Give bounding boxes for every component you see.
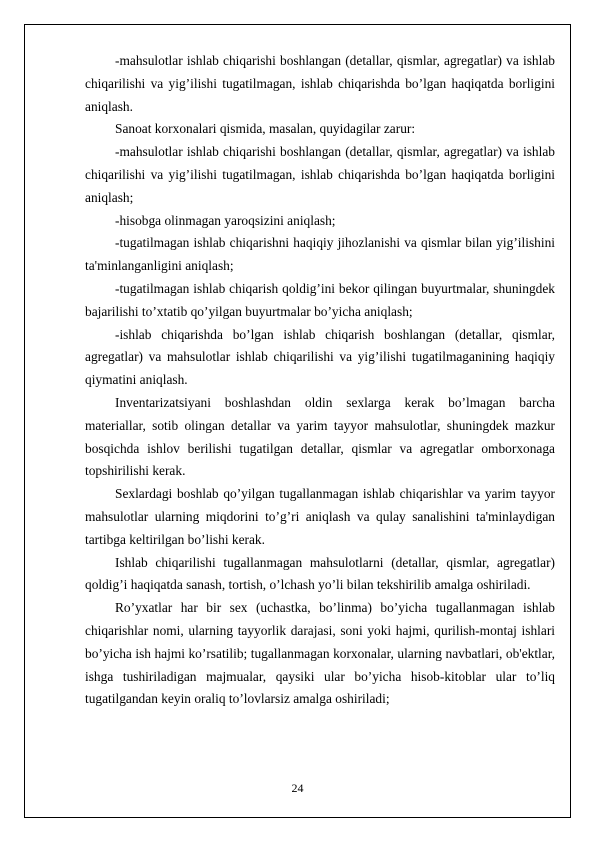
- paragraph-4: -hisobga olinmagan yaroqsizini aniqlash;: [115, 212, 336, 228]
- paragraph-1: -mahsulotlar ishlab chiqarishi boshlangan (detallar, qismlar, agregatlar) va ishlab chiqarilishi va yig’ilishi tugatilmagan, ishlab chiqarishda bo’lgan haqiqatda borligini aniqlash.: [85, 53, 555, 114]
- paragraph-9: Sexlardagi boshlab qo’yilgan tugallanmagan ishlab chiqarishlar va yarim tayyor mahsulotlar ularning miqdorini to’g’ri aniqlash va qulay sanalishini ta'minlaydigan tartibga keltirilgan bo’lishi kerak.: [85, 486, 555, 547]
- page-number: 24: [291, 781, 304, 795]
- paragraph-2: Sanoat korxonalari qismida, masalan, quyidagilar zarur:: [115, 121, 416, 137]
- document-body: [85, 50, 555, 711]
- paragraph-11: Ro’yxatlar har bir sex (uchastka, bo’linma) bo’yicha tugallanmagan ishlab chiqarishlar nomi, ularning tayyorlik darajasi, soni yoki hajmi, qurilish-montaj ishlari bo’yicha ish hajmi ko’rsatilib; tugallanmagan korxonalar, ularning navbatlari, ob'ektlar, ishga tushiriladigan majmualar, qaysiki ular bo’yicha hisob-kitoblar ular to’liq tugatilgandan keyin oraliq to’lovlarsiz amalga oshiriladi;: [85, 600, 555, 707]
- paragraph-6: -tugatilmagan ishlab chiqarish qoldig’ini bekor qilingan buyurtmalar, shuningdek bajarilishi to’xtatib qo’yilgan buyurtmalar bo’yicha aniqlash;: [85, 280, 555, 319]
- paragraph-7: -ishlab chiqarishda bo’lgan ishlab chiqarish boshlangan (detallar, qismlar, agregatlar) va mahsulotlar ishlab chiqarilishi va yig’ilishi tugatilmaganining haqiqiy qiymatini aniqlash.: [85, 326, 555, 388]
- paragraph-5: -tugatilmagan ishlab chiqarishni haqiqiy jihozlanishi va qismlar bilan yig’ilishini ta'minlanganligini aniqlash;: [85, 235, 555, 274]
- paragraph-8: Inventarizatsiyani boshlashdan oldin sexlarga kerak bo’lmagan barcha materiallar, sotib olingan detallar va yarim tayyor mahsulotlar, shuningdek mazkur bosqichda ishlov berilishi tugatilgan detallar, qismlar va agregatlar omborxonaga topshirilishi kerak.: [85, 394, 555, 479]
- paragraph-3: -mahsulotlar ishlab chiqarishi boshlangan (detallar, qismlar, agregatlar) va ishlab chiqarilishi va yig’ilishi tugatilmagan, ishlab chiqarishda bo’lgan haqiqatda borligini aniqlash;: [85, 144, 555, 205]
- paragraph-10: Ishlab chiqarilishi tugallanmagan mahsulotlarni (detallar, qismlar, agregatlar) qoldig’i haqiqatda sanash, tortish, o’lchash yo’li bilan tekshirilib amalga oshiriladi.: [85, 554, 555, 593]
